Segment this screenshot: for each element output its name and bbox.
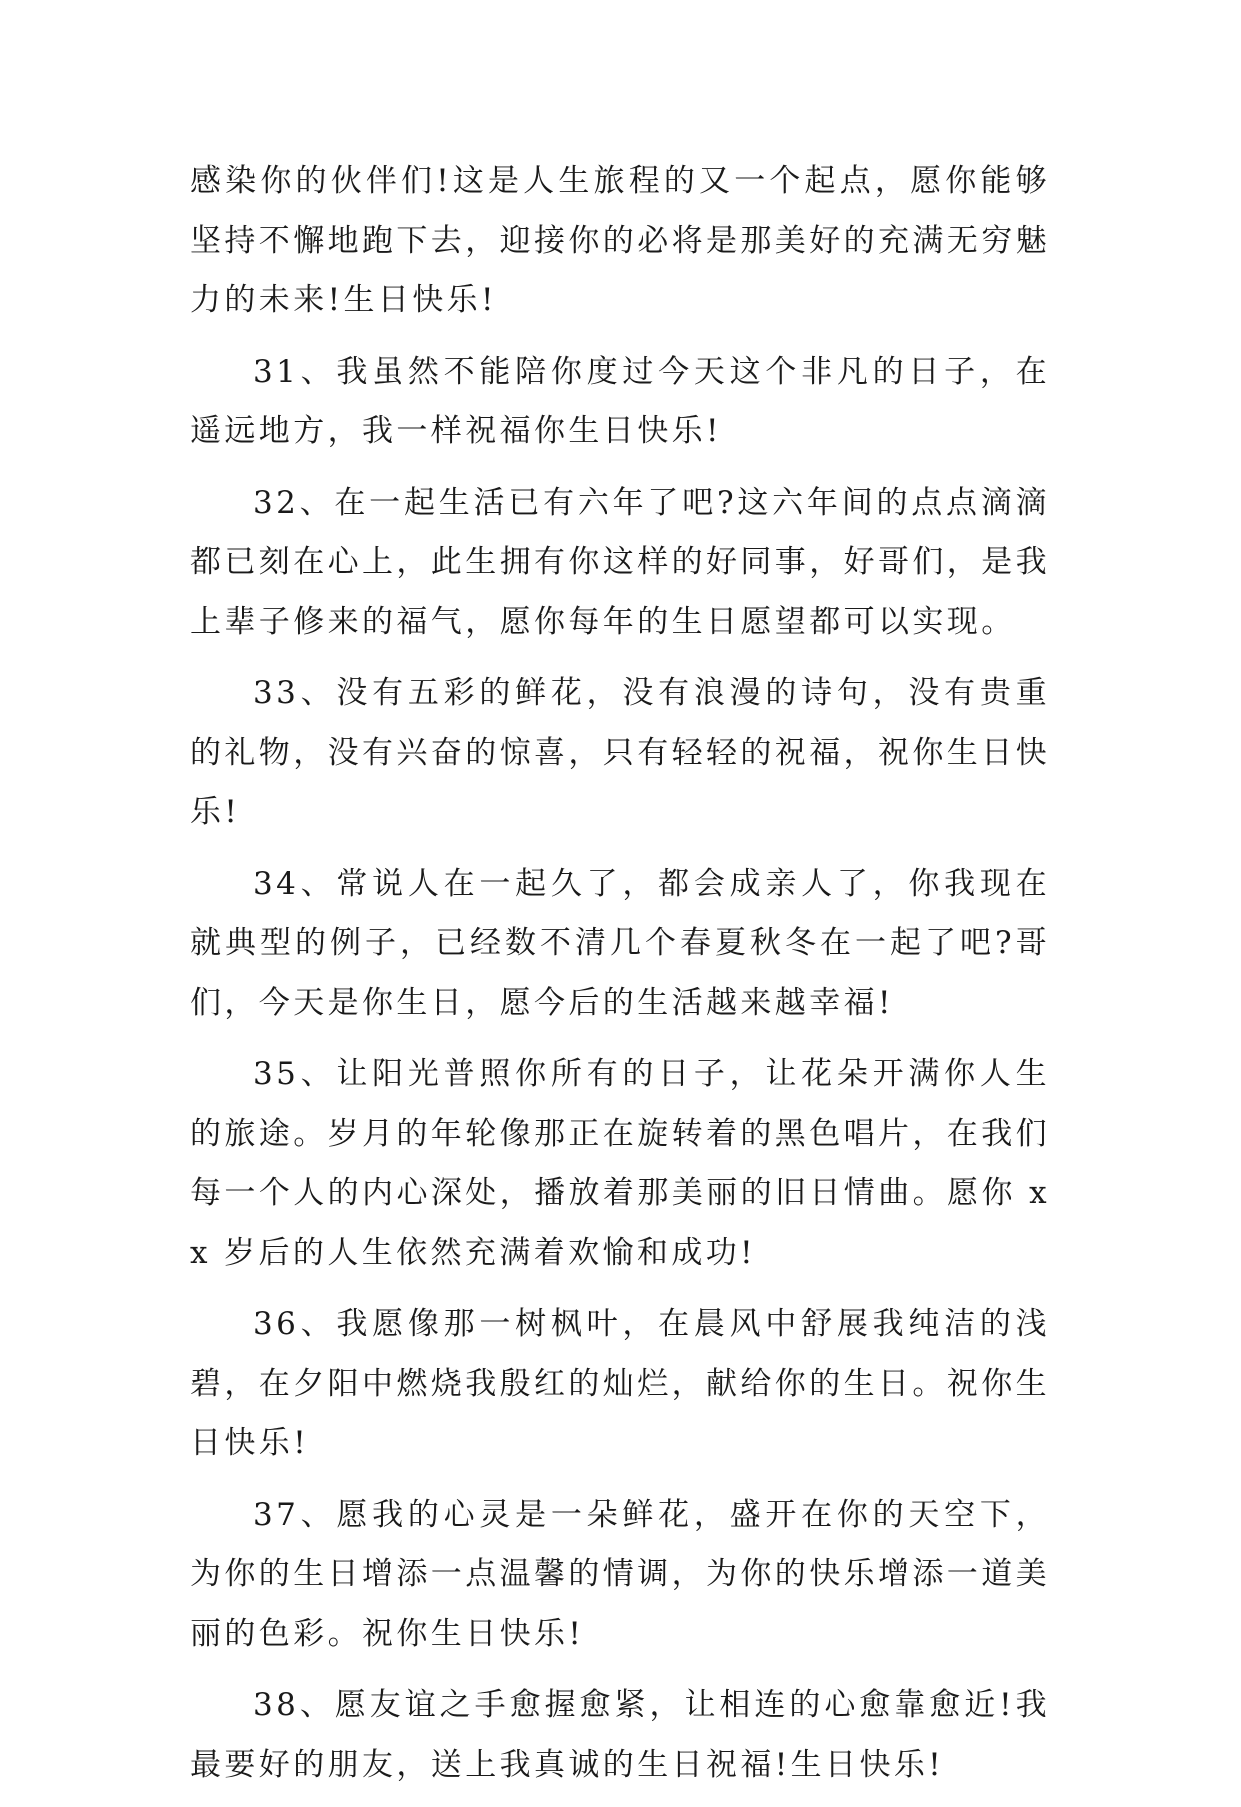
paragraph-33: 33、没有五彩的鲜花，没有浪漫的诗句，没有贵重的礼物，没有兴奋的惊喜，只有轻轻的祝福，祝你生日快乐! <box>190 675 1050 830</box>
paragraph-34: 34、常说人在一起久了，都会成亲人了，你我现在就典型的例子，已经数不清几个春夏秋冬在一起了吧?哥们，今天是你生日，愿今后的生活越来越幸福! <box>190 865 1050 1021</box>
paragraph-31: 31、我虽然不能陪你度过今天这个非凡的日子，在遥远地方，我一样祝福你生日快乐! <box>190 353 1050 449</box>
paragraph-37: 37、愿我的心灵是一朵鲜花，盛开在你的天空下，为你的生日增添一点温馨的情调，为你的快乐增添一道美丽的色彩。祝你生日快乐! <box>190 1496 1050 1652</box>
paragraph-36: 36、我愿像那一树枫叶，在晨风中舒展我纯洁的浅碧，在夕阳中燃烧我殷红的灿烂，献给你的生日。祝你生日快乐! <box>190 1306 1050 1461</box>
document-body <box>190 152 1050 1807</box>
paragraph-38: 38、愿友谊之手愈握愈紧，让相连的心愈靠愈近!我最要好的朋友，送上我真诚的生日祝福!生日快乐! <box>190 1687 1050 1783</box>
paragraph: 感染你的伙伴们!这是人生旅程的又一个起点，愿你能够坚持不懈地跑下去，迎接你的必将是那美好的充满无穷魅力的未来!生日快乐! <box>190 163 1050 318</box>
paragraph-35: 35、让阳光普照你所有的日子，让花朵开满你人生的旅途。岁月的年轮像那正在旋转着的黑色唱片，在我们每一个人的内心深处，播放着那美丽的旧日情曲。愿你 xx 岁后的人生依然充满着欢愉和成功! <box>190 1056 1050 1271</box>
paragraph-32: 32、在一起生活已有六年了吧?这六年间的点点滴滴都已刻在心上，此生拥有你这样的好同事，好哥们，是我上辈子修来的福气，愿你每年的生日愿望都可以实现。 <box>190 484 1050 640</box>
